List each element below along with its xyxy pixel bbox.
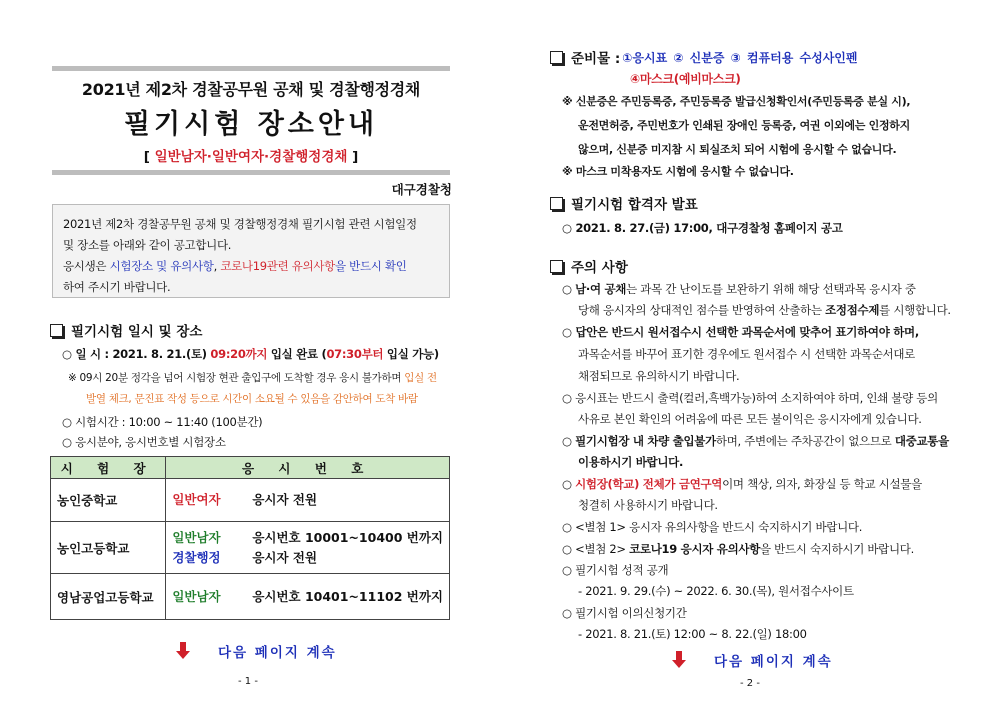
category-list: 일반남자·일반여자·경찰행정경채 xyxy=(154,149,348,165)
checkbox-icon xyxy=(550,51,563,64)
venue-entries xyxy=(166,574,450,620)
date-text: ○ 일 시 : 2021. 8. 21.(토) xyxy=(62,347,211,361)
table-header: 응 시 번 호 xyxy=(166,457,450,479)
caution-text: 이며 책상, 의자, 화장실 등 학교 시설물을 xyxy=(722,477,922,491)
entry-type: 일반여자 xyxy=(172,492,221,507)
doc-title-main: 필기시험 장소안내 xyxy=(123,109,379,140)
caution-item-cont: 사유로 본인 확인의 어려움에 따른 모든 불이익은 응시자에게 있습니다. xyxy=(578,412,922,426)
entry-type: 경찰행정 xyxy=(172,549,221,565)
notice-box xyxy=(52,204,450,298)
section-results xyxy=(550,193,698,213)
notice-highlight: 코로나19관련 유의사항 xyxy=(220,259,335,273)
caution-item: ○ 필기시험 성적 공개 xyxy=(562,563,669,577)
entry-type: 일반남자 xyxy=(172,588,221,604)
id-note: 운전면허증, 주민번호가 인쇄된 장애인 등록증, 여권 이외에는 인정하지 xyxy=(578,119,910,132)
caution-item xyxy=(562,476,922,492)
arrow-down-icon xyxy=(672,651,686,669)
checkbox-icon xyxy=(550,197,563,210)
page-2 xyxy=(500,0,1000,707)
caution-item xyxy=(562,281,916,297)
caution-text: 당해 응시자의 상대적인 점수를 반영하여 산출하는 xyxy=(578,303,826,317)
notice-line: 및 장소를 아래와 같이 공고합니다. xyxy=(63,238,232,252)
section-exam-schedule xyxy=(50,320,202,340)
entry-type: 일반남자 xyxy=(172,529,221,545)
continue-label: 다음 페이지 계속 xyxy=(714,654,833,670)
date-text: 입실 가능) xyxy=(383,347,439,361)
continue-label: 다음 페이지 계속 xyxy=(218,645,337,661)
doc-title-line1: 2021년 제2차 경찰공무원 공채 및 경찰행정경채 xyxy=(81,80,421,99)
checkbox-icon xyxy=(550,260,563,273)
bullet: ○ xyxy=(562,282,576,296)
table-row xyxy=(51,522,450,574)
venue-table xyxy=(50,456,450,620)
entry-desc: 응시번호 10401~11102 번까지 xyxy=(252,588,443,604)
warning-text: ※ 09시 20분 정각을 넘어 시험장 현관 출입구에 도착할 경우 응시 불가하며 xyxy=(68,372,405,384)
venue-name: 농인중학교 xyxy=(51,479,166,522)
doc-title-categories xyxy=(52,145,450,165)
caution-highlight: 시험장(학교) 전체가 금연구역 xyxy=(575,477,723,491)
caution-item-cont: 과목순서를 바꾸어 표기한 경우에도 원서접수 시 선택한 과목순서대로 xyxy=(578,347,915,361)
section-title: 주의 사항 xyxy=(571,260,628,276)
venue-entries xyxy=(166,479,450,522)
entry-desc: 응시자 전원 xyxy=(252,492,318,507)
notice-highlight: 을 반드시 확인 xyxy=(334,259,407,273)
id-note: ※ 신분증은 주민등록증, 주민등록증 발급신청확인서(주민등록증 분실 시), xyxy=(562,95,911,108)
caution-item: ○ 필기시험 이의신청기간 xyxy=(562,606,687,620)
venue-entries xyxy=(166,522,450,574)
date-start: 07:30부터 xyxy=(326,347,384,361)
caution-item-cont: 청결히 사용하시기 바랍니다. xyxy=(578,498,718,512)
section-cautions xyxy=(550,256,628,276)
caution-item-cont: 이용하시기 바랍니다. xyxy=(578,455,684,469)
exam-time: ○ 시험시간 : 10:00 ~ 11:40 (100분간) xyxy=(62,415,263,429)
caution-highlight: 필기시험장 내 차량 출입불가 xyxy=(575,434,716,448)
date-deadline: 09:20까지 xyxy=(210,347,268,361)
bracket-open: [ xyxy=(143,149,155,165)
venue-name: 영남공업고등학교 xyxy=(51,574,166,620)
warning-highlight: 입실 전 xyxy=(404,372,437,384)
caution-highlight: 대중교통을 xyxy=(894,434,949,448)
notice-highlight: 시험장소 및 유의사항 xyxy=(109,259,214,273)
bullet: ○ xyxy=(562,477,576,491)
caution-item xyxy=(562,541,914,557)
bullet: ○ xyxy=(562,434,576,448)
bracket-close: ] xyxy=(347,149,359,165)
table-header-row xyxy=(51,457,450,479)
notice-line: 하여 주시기 바랍니다. xyxy=(63,280,171,294)
caution-text: ○ <별첨 2> xyxy=(562,542,630,556)
caution-text: 을 반드시 숙지하시기 바랍니다. xyxy=(760,542,914,556)
checkbox-icon xyxy=(50,324,63,337)
mask-note: ※ 마스크 미착용자도 시험에 응시할 수 없습니다. xyxy=(562,165,794,178)
caution-highlight: 코로나19 응시자 유의사항 xyxy=(629,542,761,556)
caution-item-cont xyxy=(578,302,951,318)
page-number: - 2 - xyxy=(740,678,760,689)
date-text: 입실 완료 ( xyxy=(267,347,327,361)
arrow-down-icon xyxy=(176,642,190,660)
caution-item xyxy=(562,433,949,449)
notice-text: , xyxy=(213,259,221,273)
id-note: 않으며, 신분증 미지참 시 퇴실조치 되어 시험에 응시할 수 없습니다. xyxy=(578,143,897,156)
caution-item-cont: 채점되므로 유의하시기 바랍니다. xyxy=(578,369,740,383)
caution-text: 는 과목 간 난이도를 보완하기 위해 해당 선택과목 응시자 중 xyxy=(626,282,916,296)
caution-sub: - 2021. 9. 29.(수) ~ 2022. 6. 30.(목), 원서접수사이트 xyxy=(578,584,854,598)
exam-date xyxy=(62,346,439,362)
caution-highlight: 남·여 공채 xyxy=(575,282,627,296)
warning-line-2: 발열 체크, 문진표 작성 등으로 시간이 소요될 수 있음을 감안하여 도착 바람 xyxy=(86,393,418,405)
caution-highlight: 조정점수제 xyxy=(825,303,880,317)
venue-name: 농인고등학교 xyxy=(51,522,166,574)
caution-item: ○ 답안은 반드시 원서접수시 선택한 과목순서에 맞추어 표기하여야 하며, xyxy=(562,325,919,339)
continue-next-page xyxy=(176,641,337,661)
section-supplies xyxy=(550,47,858,67)
caution-text: 를 시행합니다. xyxy=(879,303,951,317)
notice-text: 응시생은 xyxy=(63,259,110,273)
section-title: 준비물 : xyxy=(571,51,621,67)
agency-name: 대구경찰청 xyxy=(391,182,452,197)
result-announcement: ○ 2021. 8. 27.(금) 17:00, 대구경찰청 홈페이지 공고 xyxy=(562,221,843,235)
caution-text: 하며, 주변에는 주차공간이 없으므로 xyxy=(715,434,895,448)
supply-items-2: ④마스크(예비마스크) xyxy=(630,72,741,86)
table-header: 시 험 장 xyxy=(51,457,166,479)
caution-sub: - 2021. 8. 21.(토) 12:00 ~ 8. 22.(일) 18:00 xyxy=(578,627,807,641)
title-bottom-bar xyxy=(52,170,450,175)
caution-item: ○ <별첨 1> 응시자 유의사항을 반드시 숙지하시기 바랍니다. xyxy=(562,520,863,534)
continue-next-page xyxy=(672,650,833,670)
table-row xyxy=(51,574,450,620)
exam-venue-note: ○ 응시분야, 응시번호별 시험장소 xyxy=(62,435,226,449)
section-title: 필기시험 합격자 발표 xyxy=(571,197,698,213)
notice-line xyxy=(63,256,439,277)
caution-item: ○ 응시표는 반드시 출력(컬러,흑백가능)하여 소지하여야 하며, 인쇄 불량 등의 xyxy=(562,391,938,405)
supply-items: ①응시표 ② 신분증 ③ 컴퓨터용 수성사인펜 xyxy=(622,50,858,65)
table-row xyxy=(51,479,450,522)
title-top-bar xyxy=(52,66,450,71)
entry-desc: 응시번호 10001~10400 번까지 xyxy=(252,529,443,545)
warning-line xyxy=(68,370,437,385)
page-number: - 1 - xyxy=(238,676,258,687)
notice-line: 2021년 제2차 경찰공무원 공채 및 경찰행정경채 필기시험 관련 시험일정 xyxy=(63,217,417,231)
entry-desc: 응시자 전원 xyxy=(252,549,318,565)
section-title: 필기시험 일시 및 장소 xyxy=(71,324,203,340)
